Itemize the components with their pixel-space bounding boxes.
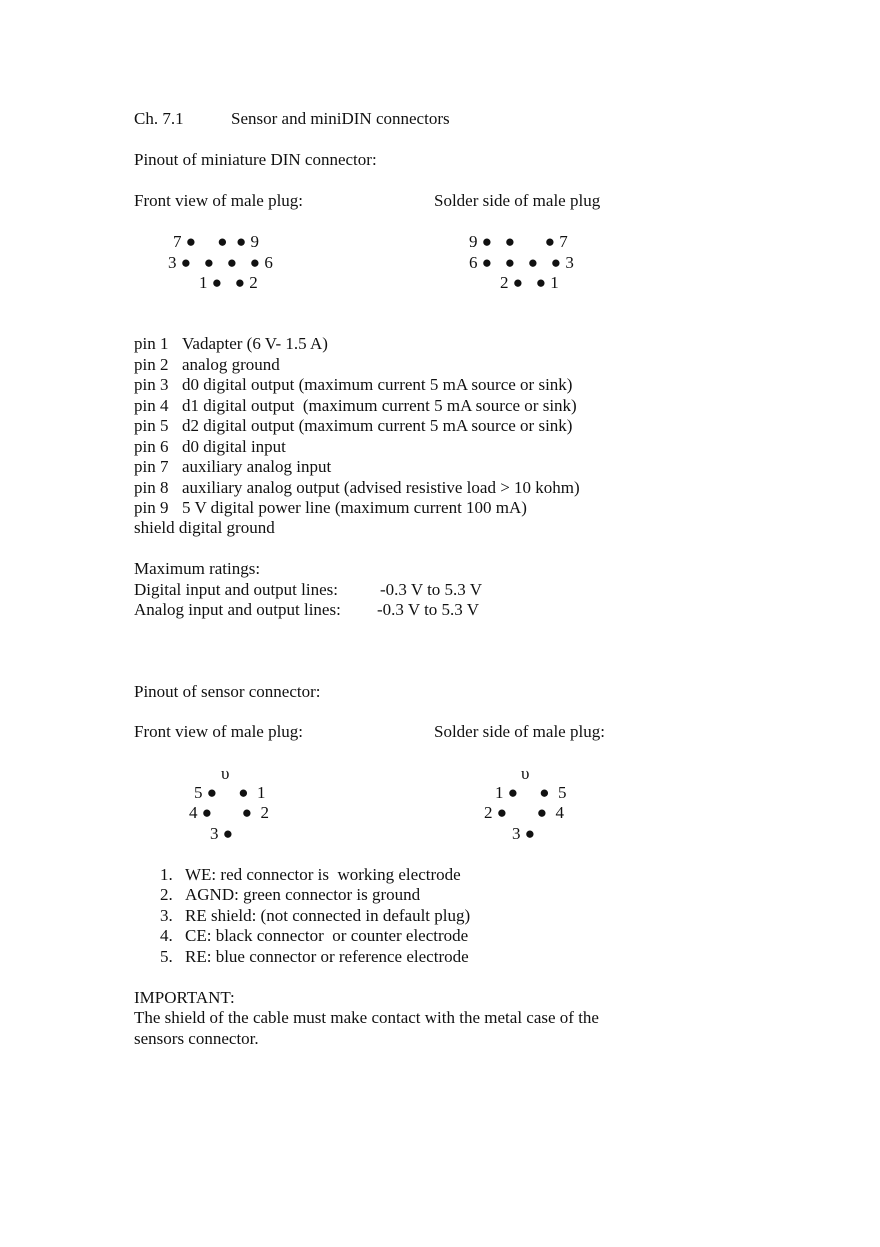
list-number: 1. bbox=[160, 865, 173, 884]
sensor-section-title: Pinout of sensor connector: bbox=[134, 682, 321, 701]
pin-desc: auxiliary analog input bbox=[182, 457, 332, 476]
pin-desc: 5 V digital power line (maximum current 100 mA) bbox=[182, 498, 527, 517]
pin-row bbox=[134, 457, 331, 478]
sensor-solder-key-symbol: υ bbox=[521, 764, 530, 783]
sensor-solder-label: Solder side of male plug: bbox=[434, 722, 605, 741]
important-title: IMPORTANT: bbox=[134, 988, 235, 1007]
mini-din-solder-row-1: 9 ● ● ● 7 bbox=[469, 232, 568, 251]
list-text: RE shield: (not connected in default plug) bbox=[185, 906, 471, 925]
pin-label: pin 8 bbox=[134, 478, 169, 497]
analog-rating-label: Analog input and output lines: bbox=[134, 600, 341, 619]
pin-row bbox=[134, 375, 572, 396]
analog-rating-value: -0.3 V to 5.3 V bbox=[377, 600, 480, 619]
pin-row bbox=[134, 498, 527, 519]
list-item bbox=[160, 865, 461, 886]
pin-label: pin 2 bbox=[134, 355, 169, 374]
shield-description: shield digital ground bbox=[134, 518, 275, 537]
mini-din-front-row-1: 7 ● ● ● 9 bbox=[173, 232, 260, 251]
list-text: WE: red connector is working electrode bbox=[185, 865, 461, 884]
sensor-solder-row-1: 1 ● ● 5 bbox=[495, 783, 567, 802]
pin-row bbox=[134, 437, 286, 458]
pin-row bbox=[134, 334, 328, 355]
page-title: Sensor and miniDIN connectors bbox=[231, 109, 450, 128]
pin-label: pin 3 bbox=[134, 375, 169, 394]
pin-desc: auxiliary analog output (advised resistive load > 10 kohm) bbox=[182, 478, 580, 497]
digital-rating-label: Digital input and output lines: bbox=[134, 580, 338, 599]
mini-din-front-row-2: 3 ● ● ● ● 6 bbox=[168, 253, 273, 272]
list-text: CE: black connector or counter electrode bbox=[185, 926, 469, 945]
pin-desc: d1 digital output (maximum current 5 mA source or sink) bbox=[182, 396, 577, 415]
pin-desc: analog ground bbox=[182, 355, 280, 374]
sensor-solder-row-2: 2 ● ● 4 bbox=[484, 803, 565, 822]
important-line-1: The shield of the cable must make contact with the metal case of the bbox=[134, 1008, 599, 1027]
pin-desc: d0 digital output (maximum current 5 mA source or sink) bbox=[182, 375, 573, 394]
pin-row bbox=[134, 478, 580, 499]
mini-din-front-label: Front view of male plug: bbox=[134, 191, 304, 210]
list-number: 3. bbox=[160, 906, 173, 925]
ratings-title: Maximum ratings: bbox=[134, 559, 261, 578]
mini-din-solder-label: Solder side of male plug bbox=[434, 191, 601, 210]
list-number: 4. bbox=[160, 926, 173, 945]
mini-din-solder-row-2: 6 ● ● ● ● 3 bbox=[469, 253, 574, 272]
chapter-number: Ch. 7.1 bbox=[134, 109, 184, 128]
mini-din-section-title: Pinout of miniature DIN connector: bbox=[134, 150, 377, 169]
sensor-front-row-2: 4 ● ● 2 bbox=[189, 803, 270, 822]
pin-label: pin 4 bbox=[134, 396, 169, 415]
list-item bbox=[160, 926, 468, 947]
pin-row bbox=[134, 416, 572, 437]
pin-row bbox=[134, 355, 280, 376]
list-text: AGND: green connector is ground bbox=[185, 885, 421, 904]
pin-label: pin 5 bbox=[134, 416, 169, 435]
pin-label: pin 6 bbox=[134, 437, 169, 456]
list-text: RE: blue connector or reference electrode bbox=[185, 947, 469, 966]
sensor-front-row-3: 3 ● bbox=[210, 824, 234, 843]
list-item bbox=[160, 906, 470, 927]
pin-row bbox=[134, 396, 577, 417]
mini-din-front-row-3: 1 ● ● 2 bbox=[199, 273, 258, 292]
pin-desc: d0 digital input bbox=[182, 437, 286, 456]
list-item bbox=[160, 885, 420, 906]
pin-desc: d2 digital output (maximum current 5 mA source or sink) bbox=[182, 416, 573, 435]
sensor-front-row-1: 5 ● ● 1 bbox=[194, 783, 266, 802]
list-item bbox=[160, 947, 469, 968]
sensor-front-label: Front view of male plug: bbox=[134, 722, 304, 741]
pin-desc: Vadapter (6 V- 1.5 A) bbox=[182, 334, 328, 353]
pin-label: pin 1 bbox=[134, 334, 169, 353]
sensor-front-key-symbol: υ bbox=[221, 764, 230, 783]
list-number: 5. bbox=[160, 947, 173, 966]
pin-label: pin 7 bbox=[134, 457, 169, 476]
pin-label: pin 9 bbox=[134, 498, 169, 517]
important-line-2: sensors connector. bbox=[134, 1029, 259, 1048]
list-number: 2. bbox=[160, 885, 173, 904]
digital-rating-value: -0.3 V to 5.3 V bbox=[380, 580, 483, 599]
mini-din-solder-row-3: 2 ● ● 1 bbox=[500, 273, 559, 292]
sensor-solder-row-3: 3 ● bbox=[512, 824, 536, 843]
